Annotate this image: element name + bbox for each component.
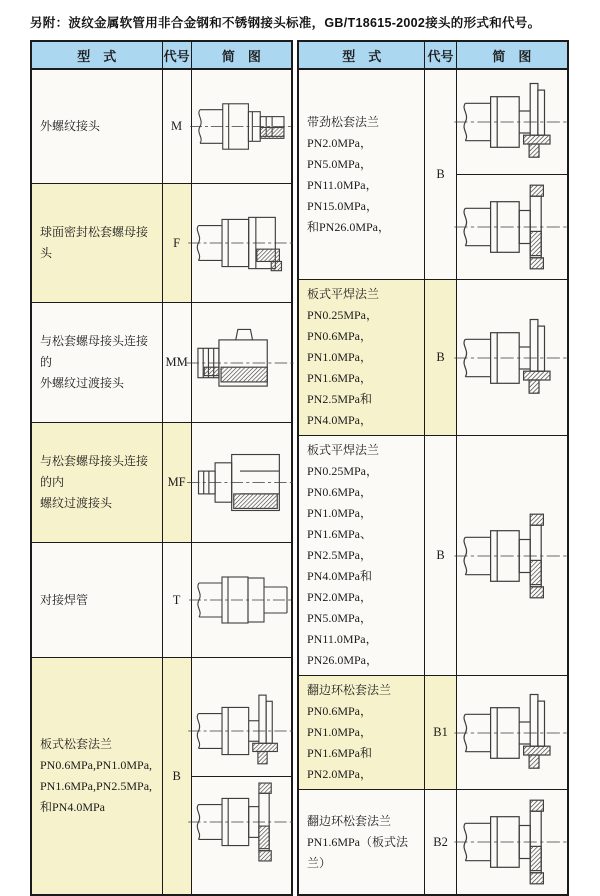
fitting-code-cell: MM xyxy=(162,302,191,423)
right-table xyxy=(297,40,569,896)
left-row-4-MF xyxy=(31,423,292,542)
fitting-type-cell xyxy=(298,436,425,676)
header-diagram-cell: 简 图 xyxy=(191,41,292,69)
fitting-type-line: 翻边环松套法兰 xyxy=(307,813,392,828)
fitting-type-line: 板式平焊法兰 xyxy=(307,287,380,301)
nut-sphere-diagram xyxy=(192,198,291,288)
right-row-3-B xyxy=(298,436,568,676)
right-row-1-B xyxy=(298,69,568,280)
fitting-diagram-cell xyxy=(191,423,292,542)
fitting-type-line: 螺纹过渡接头 xyxy=(40,496,113,511)
fitting-type-line: PN0.6MPa,PN1.0MPa, xyxy=(40,758,153,773)
flange-up-diagram xyxy=(457,305,567,410)
header-diagram-cell: 简 图 xyxy=(456,41,568,69)
left-row-3-MM xyxy=(31,302,292,423)
fitting-type-line: PN11.0MPa，PN26.0MPa， xyxy=(307,632,379,667)
fitting-type-line: PN2.5MPa和PN4.0MPa， xyxy=(307,392,373,427)
fitting-code-cell: B xyxy=(425,280,456,436)
intro-text: 另附：波纹金属软管用非合金钢和不锈钢接头标准，GB/T18615-2002接头的形式和代号。 xyxy=(30,16,541,30)
fitting-type-cell xyxy=(31,542,162,658)
flange-sym-diagram xyxy=(457,790,567,894)
fitting-type-cell xyxy=(31,69,162,184)
left-row-1-M xyxy=(31,69,292,184)
fitting-code-cell: B xyxy=(162,658,191,895)
fitting-type-line: PN1.6MPa和PN2.0MPa， xyxy=(307,746,373,781)
flange-up-diagram xyxy=(457,680,567,786)
fitting-type-line: 翻边环松套法兰 xyxy=(307,683,392,697)
right-header-row xyxy=(298,41,568,69)
nipple-mm-diagram xyxy=(192,317,291,409)
fitting-type-cell xyxy=(31,423,162,542)
fitting-type-cell xyxy=(31,184,162,302)
fitting-type-cell xyxy=(31,302,162,423)
fitting-type-line: 板式平焊法兰 xyxy=(307,443,380,457)
header-type-cell: 型 式 xyxy=(31,41,162,69)
fitting-diagram-cell xyxy=(191,69,292,184)
flange-up-diagram xyxy=(457,70,567,174)
fitting-type-line: 外螺纹过渡接头 xyxy=(40,376,125,390)
left-row-2-F xyxy=(31,184,292,302)
left-row-6-B xyxy=(31,658,292,895)
fitting-code-cell: F xyxy=(162,184,191,302)
flange-sym-diagram xyxy=(457,174,567,279)
fitting-diagram-cell xyxy=(456,790,568,896)
fitting-diagram-cell xyxy=(191,658,292,895)
fitting-diagram-cell xyxy=(191,542,292,658)
fitting-type-line: 与松套螺母接头连接的内 xyxy=(40,454,149,490)
fitting-type-line: PN1.0MPa，PN1.6MPa、 xyxy=(307,506,373,541)
left-table xyxy=(30,40,293,896)
fitting-type-line: PN1.0MPa，PN1.6MPa， xyxy=(307,350,373,385)
fitting-code-cell: B xyxy=(425,436,456,676)
flange-sym-diagram xyxy=(457,504,567,608)
left-table-body xyxy=(31,69,292,895)
fitting-type-line: 带劲松套法兰 xyxy=(307,114,380,129)
fitting-type-line: 外螺纹接头 xyxy=(40,119,101,134)
flange-sym-diagram xyxy=(192,776,291,867)
nipple-mf-diagram xyxy=(192,437,291,528)
flange-up-diagram xyxy=(192,686,291,776)
right-table-body xyxy=(298,69,568,895)
right-row-5-B2 xyxy=(298,790,568,896)
weld-pipe-diagram xyxy=(192,556,291,644)
fitting-type-cell xyxy=(298,676,425,790)
left-header-row xyxy=(31,41,292,69)
fitting-type-cell xyxy=(298,69,425,280)
header-code-cell: 代号 xyxy=(162,41,191,69)
fitting-code-cell: B2 xyxy=(425,790,456,896)
fittings-table xyxy=(30,40,569,896)
fitting-type-line: PN2.0MPa，PN5.0MPa， xyxy=(307,590,373,625)
header-code-cell: 代号 xyxy=(425,41,456,69)
fitting-code-cell: B1 xyxy=(425,676,456,790)
fitting-type-line: PN1.6MPa,PN2.5MPa, xyxy=(40,779,153,794)
fitting-type-line: PN1.6MPa（板式法兰） xyxy=(307,834,409,870)
fitting-type-line: 板式松套法兰 xyxy=(40,737,113,752)
fitting-code-cell: MF xyxy=(162,423,191,542)
right-row-2-B xyxy=(298,280,568,436)
fitting-type-line: PN11.0MPa，PN15.0MPa， xyxy=(307,177,379,213)
fitting-type-line: 对接焊管 xyxy=(40,592,89,607)
fitting-type-line: PN0.25MPa，PN0.6MPa， xyxy=(307,464,379,499)
fitting-type-line: 和PN26.0MPa， xyxy=(307,219,391,234)
fitting-code-cell: M xyxy=(162,69,191,184)
fitting-diagram-cell xyxy=(191,184,292,302)
fitting-type-cell xyxy=(31,658,162,895)
left-row-5-T xyxy=(31,542,292,658)
fitting-type-cell xyxy=(298,280,425,436)
fitting-type-line: PN2.0MPa，PN5.0MPa， xyxy=(307,135,373,171)
fitting-diagram-cell xyxy=(456,676,568,790)
right-row-4-B1 xyxy=(298,676,568,790)
fitting-diagram-cell xyxy=(456,436,568,676)
fitting-type-line: PN0.6MPa，PN1.0MPa， xyxy=(307,704,373,739)
fitting-type-line: PN0.25MPa，PN0.6MPa， xyxy=(307,308,379,343)
header-type-cell: 型 式 xyxy=(298,41,425,69)
fitting-type-line: PN2.5MPa，PN4.0MPa和 xyxy=(307,548,373,583)
fitting-code-cell: B xyxy=(425,69,456,280)
fitting-type-line: 和PN4.0MPa xyxy=(40,800,106,815)
fitting-diagram-cell xyxy=(456,280,568,436)
fitting-type-cell xyxy=(298,790,425,896)
fitting-type-line: 球面密封松套螺母接头 xyxy=(40,225,149,261)
thread-male-diagram xyxy=(192,83,291,170)
fitting-diagram-cell xyxy=(191,302,292,423)
fitting-type-line: 与松套螺母接头连接的 xyxy=(40,334,149,369)
fitting-code-cell: T xyxy=(162,542,191,658)
fitting-diagram-cell xyxy=(456,69,568,280)
